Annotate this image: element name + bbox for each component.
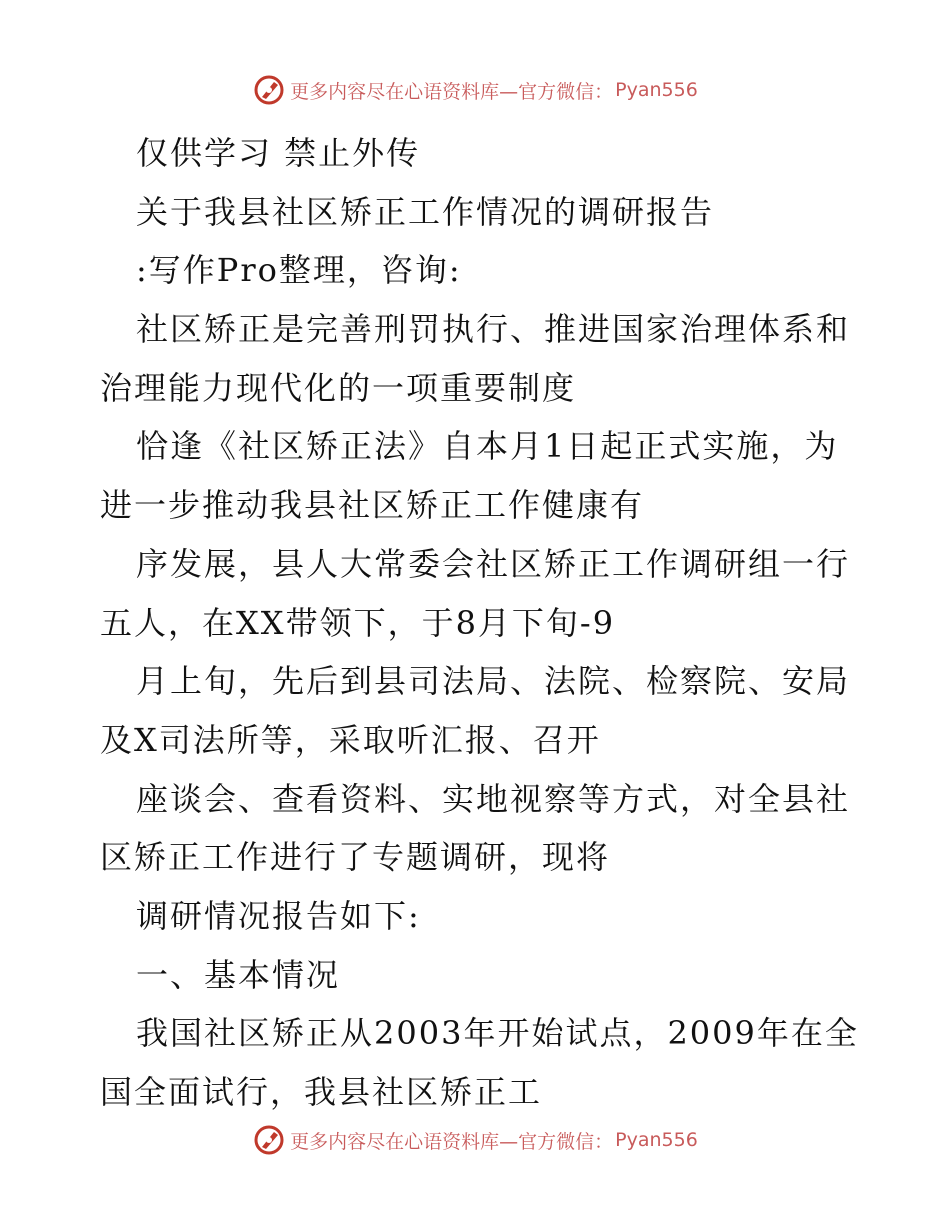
text-line: 区矫正工作进行了专题调研，现将 xyxy=(100,838,611,877)
section-heading: 一、基本情况 xyxy=(136,955,341,994)
document-body xyxy=(0,124,950,1122)
text-line: 序发展，县人大常委会社区矫正工作调研组一行 xyxy=(136,544,851,583)
text-line: 仅供学习 禁止外传 xyxy=(136,134,421,172)
text-line: 及X司法所等，采取听汇报、召开 xyxy=(100,720,601,759)
watermark-wechat-id: Pyan556 xyxy=(615,1129,698,1151)
text-line: 社区矫正是完善刑罚执行、推进国家治理体系和 xyxy=(136,310,851,349)
watermark-text: 更多内容尽在心语资料库—官方微信： xyxy=(290,80,614,103)
text-line: 进一步推动我县社区矫正工作健康有 xyxy=(100,486,645,525)
document-title: 关于我县社区矫正工作情况的调研报告 xyxy=(136,192,715,231)
text-line: 座谈会、查看资料、实地视察等方式，对全县社 xyxy=(136,779,851,818)
pen-circle-icon xyxy=(252,73,286,107)
text-line: 调研情况报告如下: xyxy=(136,896,421,935)
text-line: 月上旬，先后到县司法局、法院、检察院、安局 xyxy=(136,662,851,701)
text-line: 五人，在XX带领下，于8月下旬-9 xyxy=(100,603,616,642)
header-watermark xyxy=(0,70,950,110)
watermark-text: 更多内容尽在心语资料库—官方微信： xyxy=(290,1130,614,1153)
text-line: 治理能力现代化的一项重要制度 xyxy=(100,368,577,407)
text-line: 我国社区矫正从2003年开始试点，2009年在全 xyxy=(136,1014,859,1053)
watermark-wechat-id: Pyan556 xyxy=(615,79,698,101)
footer-watermark xyxy=(0,1120,950,1160)
text-line: 恰逢《社区矫正法》自本月1日起正式实施，为 xyxy=(136,427,839,466)
text-line: 国全面试行，我县社区矫正工 xyxy=(100,1073,543,1111)
pen-circle-icon xyxy=(252,1123,286,1157)
text-line: :写作Pro整理，咨询: xyxy=(136,251,462,290)
